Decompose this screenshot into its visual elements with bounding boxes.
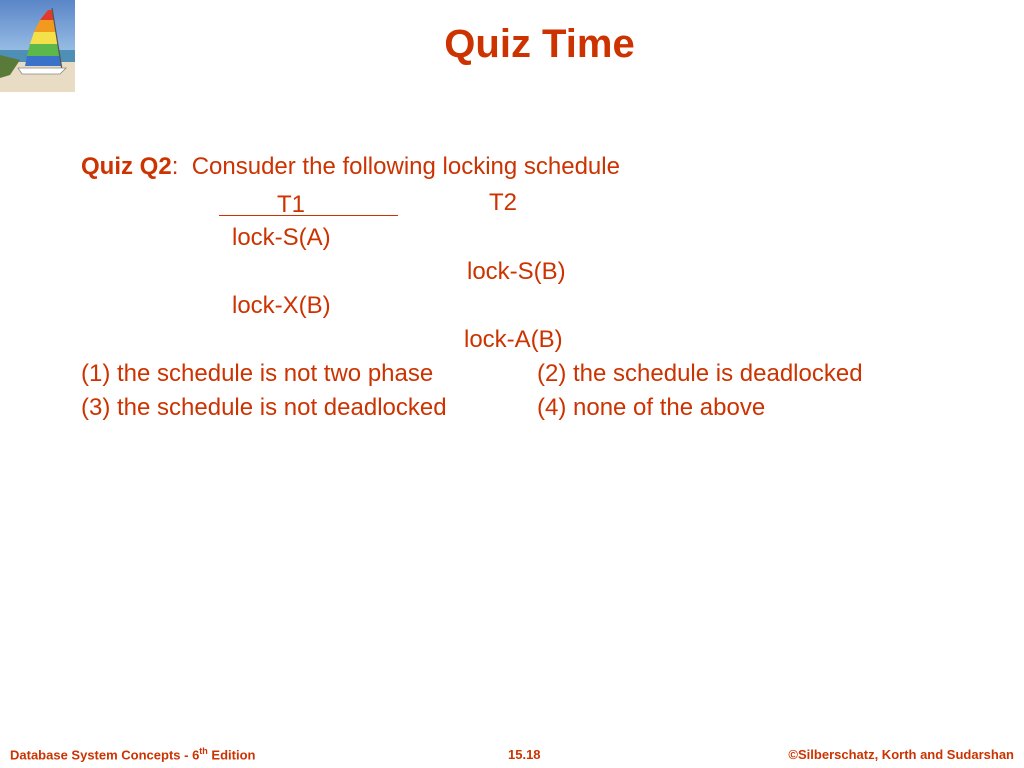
question-text: : Consuder the following locking schedule — [171, 153, 620, 180]
footer-book-title: Database System Concepts - 6th Edition — [10, 745, 256, 762]
question-line — [81, 155, 620, 179]
t1-column-header — [219, 191, 398, 216]
answer-option-3: (3) the schedule is not deadlocked — [81, 394, 447, 421]
slide-title: Quiz Time — [444, 22, 635, 66]
question-label: Quiz Q2 — [81, 153, 172, 180]
schedule-step-t2: lock-A(B) — [464, 326, 563, 353]
t1-header-label: T1 — [277, 191, 306, 218]
footer-page-number: 15.18 — [508, 747, 541, 762]
t2-header-label: T2 — [489, 189, 518, 216]
answer-option-1: (1) the schedule is not two phase — [81, 360, 434, 387]
answer-option-4: (4) none of the above — [537, 394, 766, 421]
schedule-step-t1: lock-X(B) — [232, 292, 331, 319]
footer-copyright: ©Silberschatz, Korth and Sudarshan — [788, 747, 1014, 762]
schedule-step-t2: lock-S(B) — [467, 258, 566, 285]
schedule-step-t1: lock-S(A) — [232, 224, 331, 251]
answer-option-2: (2) the schedule is deadlocked — [537, 360, 863, 387]
